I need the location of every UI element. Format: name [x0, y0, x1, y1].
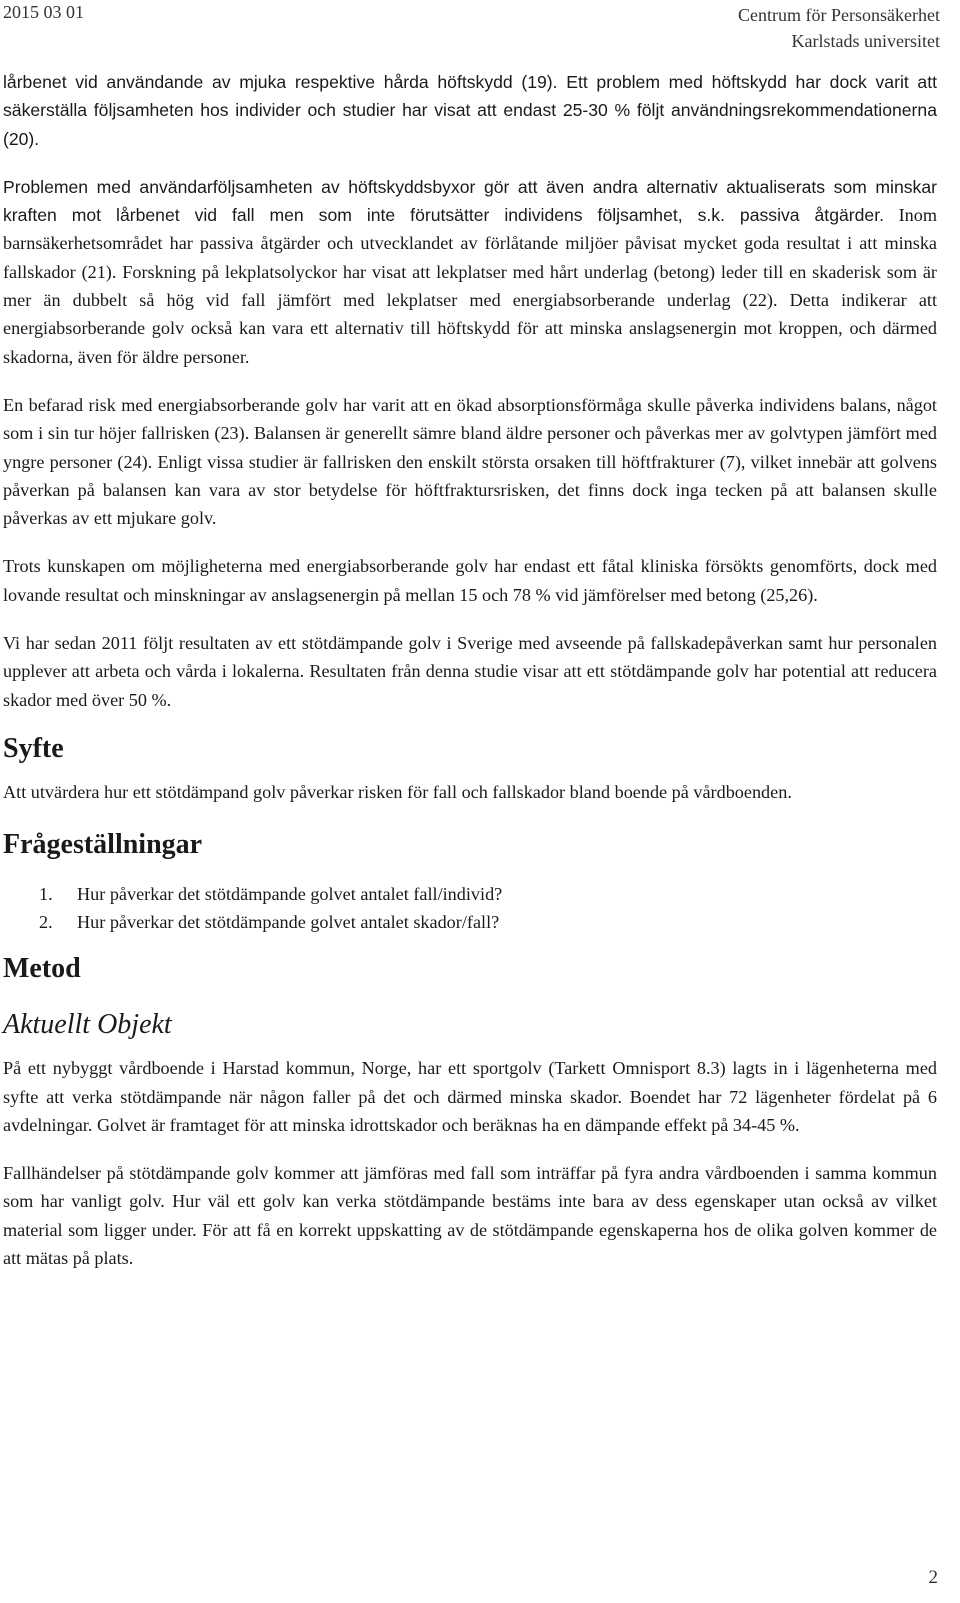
list-item-number: 2. — [39, 912, 53, 933]
paragraph-passive-measures — [3, 173, 937, 371]
paragraph-passive-measures-intro: Problemen med användarföljsamheten av höftskyddsbyxor gör att även andra alternativ aktualiserats som minskar kraften mot lårbenet vid fall men som inte förutsätter individens följsamhet, s.k. passiva åtgärder. — [3, 176, 937, 226]
body-content — [3, 68, 937, 1272]
paragraph-syfte: Att utvärdera hur ett stötdämpand golv påverkar risken för fall och fallskador bland boende på vårdboenden. — [3, 781, 792, 802]
paragraph-hip-protector-compliance: lårbenet vid användande av mjuka respektive hårda höftskydd (19). Ett problem med höftskydd har dock varit att säkerställa följsamheten hos individer och studier har visat att endast 25-30 % följt användningsrekommendationerna (20). — [3, 72, 937, 149]
list-item-number: 1. — [39, 884, 53, 905]
header-org-line2: Karlstads universitet — [791, 31, 940, 51]
heading-metod: Metod — [3, 953, 81, 985]
header-date: 2015 03 01 — [3, 2, 84, 22]
paragraph-balance-risk: En befarad risk med energiabsorberande golv har varit att en ökad absorptionsförmåga skulle påverka individens balans, något som i sin tur höjer fallrisken (23). Balansen är generellt sämre bland äldre personer och påverkas mer av golvtypen jämfört med yngre personer (24). Enligt vissa studier är fallrisken den enskilt största orsaken till höftfrakturer (7), vilket innebär att golvens påverkan på balansen kan vara av stor betydelse för höftfraktursrisken, det finns dock inga tecken på att balansen skulle påverkas av ett mjukare golv. — [3, 394, 937, 529]
question-list — [3, 880, 937, 936]
paragraph-harstad-facility: På ett nybyggt vårdboende i Harstad kommun, Norge, har ett sportgolv (Tarkett Omnisport 8.3) lagts in i lägenheterna med syfte att verka stötdämpande när någon faller på det och därmed minska skador. Boendet har 72 lägenheter fördelat på 6 avdelningar. Golvet är framtaget för att minska idrottskador och beräknas ha en dämpande effekt på 34-45 %. — [3, 1058, 937, 1135]
header-organization — [738, 2, 940, 54]
list-item-text: Hur påverkar det stötdämpande golvet antalet skador/fall? — [77, 912, 500, 933]
subheading-aktuellt-objekt: Aktuellt Objekt — [3, 1009, 172, 1041]
list-item — [3, 880, 937, 908]
paragraph-clinical-trials: Trots kunskapen om möjligheterna med energiabsorberande golv har endast ett fåtal kliniska försökts genomförts, dock med lovande resultat och minskningar av anslagsenergin på mellan 15 och 78 % vid jämförelser med betong (25,26). — [3, 556, 937, 605]
heading-fragestallningar: Frågeställningar — [3, 829, 203, 861]
paragraph-passive-measures-body: Inom barnsäkerhetsområdet har passiva åtgärder och utvecklandet av förlåtande miljöer påvisat mycket goda resultat i att minska fallskador (21). Forskning på lekplatsolyckor har visat att lekplatser med hårt underlag (betong) leder till en skaderisk som är mer än dubbelt så hög vid fall jämfört med lekplatser med energiabsorberande underlag (22). Detta indikerar att energiabsorberande golv också kan vara ett alternativ till höftskydd för att minska anslagsenergin mot kroppen, och därmed skadorna, även för äldre personer. — [3, 205, 937, 367]
paragraph-fall-comparison: Fallhändelser på stötdämpande golv kommer att jämföras med fall som inträffar på fyra andra vårdboenden i samma kommun som har vanligt golv. Hur väl ett golv kan verka stötdämpande bestäms inte bara av dess egenskaper utan också av vilket material som ligger under. För att få en korrekt uppskatting av de stötdämpande egenskaperna hos de olika golven kommer de att mätas på plats. — [3, 1163, 937, 1269]
heading-syfte: Syfte — [3, 732, 64, 764]
page-number: 2 — [928, 1567, 938, 1588]
list-item — [3, 908, 937, 936]
paragraph-swedish-results: Vi har sedan 2011 följt resultaten av ett stötdämpande golv i Sverige med avseende på fallskadepåverkan samt hur personalen upplever att arbeta och vårda i lokalerna. Resultaten från denna studie visar att ett stötdämpande golv har potential att reducera skador med över 50 %. — [3, 633, 937, 710]
list-item-text: Hur påverkar det stötdämpande golvet antalet fall/individ? — [77, 884, 503, 905]
header-org-line1: Centrum för Personsäkerhet — [738, 5, 940, 25]
